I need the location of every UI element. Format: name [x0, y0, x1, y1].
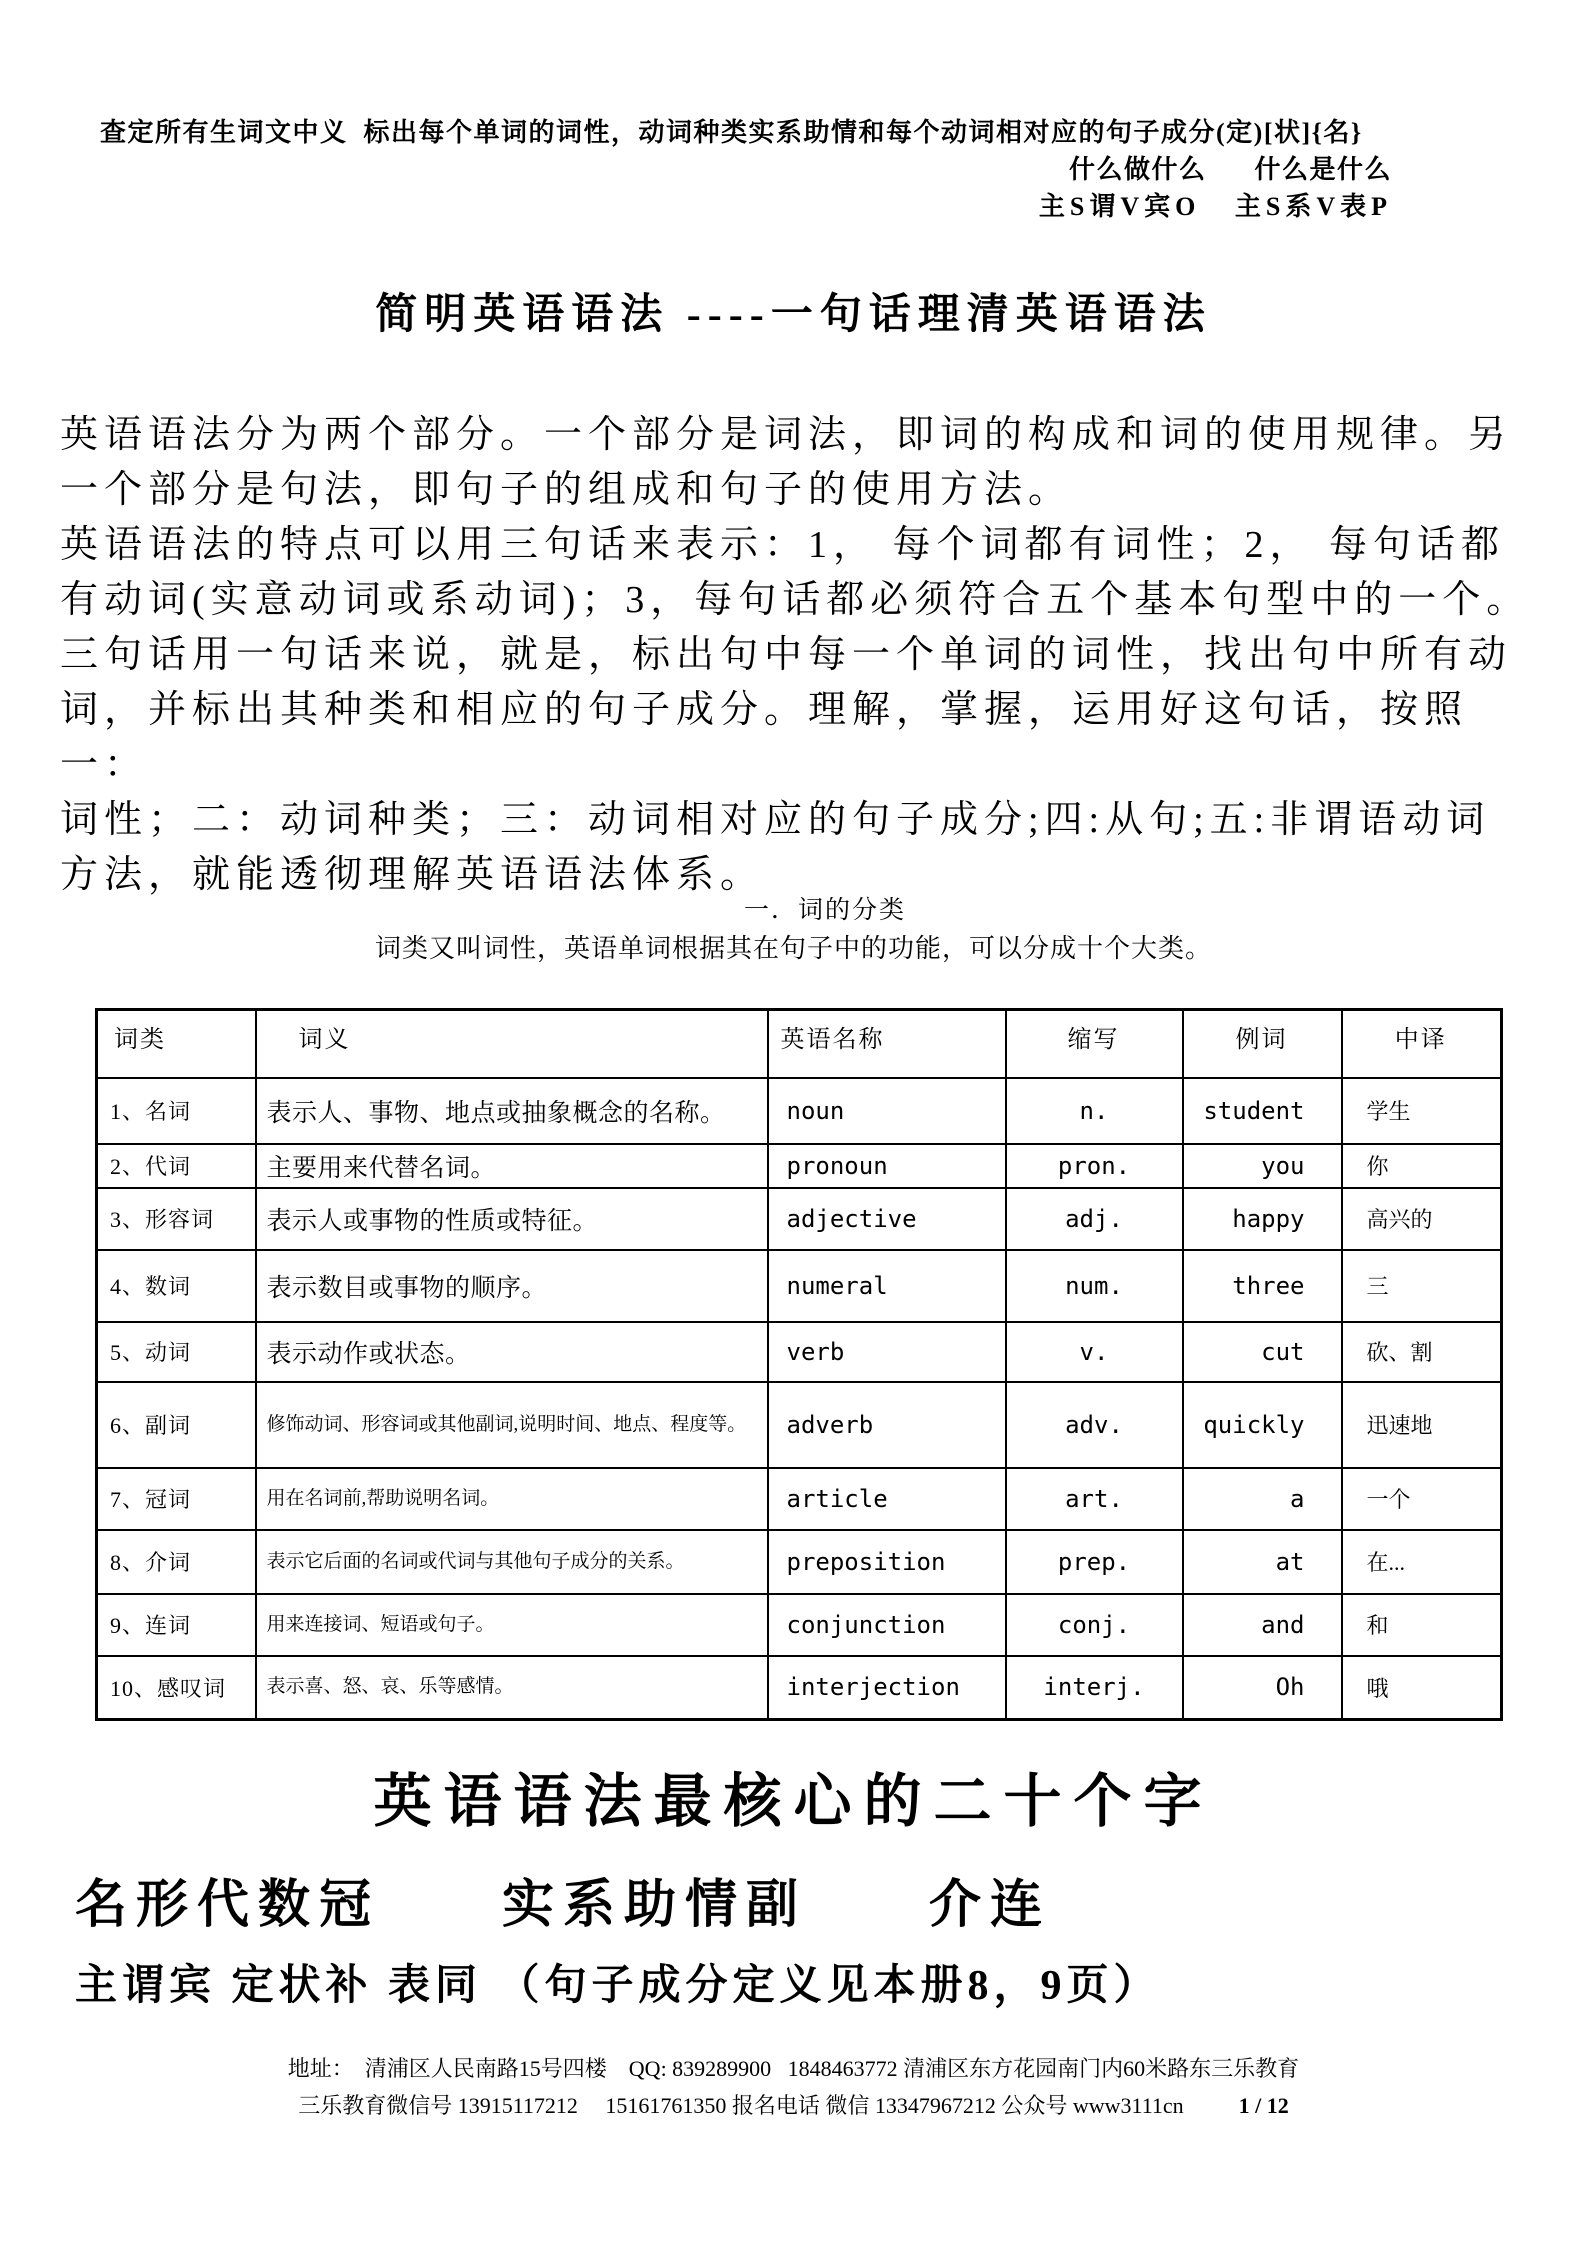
annotation-line-2: 什么做什么 什么是什么 [1068, 155, 1392, 184]
core-twenty-chars-heading: 英语语法最核心的二十个字 [373, 1769, 1214, 1834]
cell-abbreviation: prep. [1006, 1530, 1183, 1594]
cell-example: three [1183, 1250, 1342, 1322]
cell-example: happy [1183, 1188, 1342, 1250]
annotation-line-1: 查定所有生词文中义 标出每个单词的词性，动词种类实系助情和每个动词相对应的句子成分(定)[状]{名} [100, 118, 1363, 147]
header-annotation [100, 114, 1392, 225]
header-english-name: 英语名称 [768, 1010, 1006, 1078]
intro-line: 英语语法的特点可以用三句话来表示：1， 每个词都有词性；2， 每句话都 [60, 524, 1506, 566]
cell-english-name: pronoun [768, 1144, 1006, 1188]
section-heading: 一．词的分类 [743, 897, 906, 924]
intro-line: 三句话用一句话来说，就是，标出句中每一个单词的词性，找出句中所有动 [60, 634, 1513, 676]
cell-word-class: 6、副词 [97, 1382, 256, 1468]
cell-meaning: 表示它后面的名词或代词与其他句子成分的关系。 [256, 1530, 768, 1594]
cell-abbreviation: n. [1006, 1078, 1183, 1144]
cell-translation: 迅速地 [1342, 1382, 1502, 1468]
intro-paragraph [60, 408, 1540, 903]
cell-word-class: 8、介词 [97, 1530, 256, 1594]
core-chars-line: 名形代数冠 实系助情副 介连 [75, 1877, 1052, 1934]
cell-translation: 高兴的 [1342, 1188, 1502, 1250]
cell-translation: 和 [1342, 1594, 1502, 1656]
cell-translation: 三 [1342, 1250, 1502, 1322]
cell-english-name: article [768, 1468, 1006, 1530]
cell-example: Oh [1183, 1656, 1342, 1720]
cell-translation: 你 [1342, 1144, 1502, 1188]
cell-abbreviation: num. [1006, 1250, 1183, 1322]
cell-english-name: adjective [768, 1188, 1006, 1250]
cell-english-name: numeral [768, 1250, 1006, 1322]
table-row [97, 1382, 1502, 1468]
header-meaning: 词义 [256, 1010, 768, 1078]
word-classes-table [95, 1008, 1503, 1721]
cell-word-class: 10、感叹词 [97, 1656, 256, 1720]
cell-english-name: adverb [768, 1382, 1006, 1468]
intro-line: 词，并标出其种类和相应的句子成分。理解，掌握，运用好这句话，按照一： [60, 689, 1469, 786]
intro-line: 一个部分是句法，即句子的组成和句子的使用方法。 [60, 469, 1073, 511]
intro-line: 英语语法分为两个部分。一个部分是词法，即词的构成和词的使用规律。另 [60, 414, 1513, 456]
sentence-elements-line: 主谓宾 定状补 表同 （句子成分定义见本册8，9页） [75, 1963, 1161, 2009]
cell-meaning: 表示动作或状态。 [256, 1322, 768, 1382]
cell-word-class: 9、连词 [97, 1594, 256, 1656]
header-example: 例词 [1183, 1010, 1342, 1078]
cell-english-name: conjunction [768, 1594, 1006, 1656]
cell-abbreviation: adv. [1006, 1382, 1183, 1468]
cell-meaning: 修饰动词、形容词或其他副词,说明时间、地点、程度等。 [256, 1382, 768, 1468]
cell-translation: 哦 [1342, 1656, 1502, 1720]
cell-meaning: 主要用来代替名词。 [256, 1144, 768, 1188]
cell-abbreviation: v. [1006, 1322, 1183, 1382]
cell-english-name: interjection [768, 1656, 1006, 1720]
footer-contact-line [0, 2087, 1587, 2124]
cell-meaning: 用在名词前,帮助说明名词。 [256, 1468, 768, 1530]
header-word-class: 词类 [97, 1010, 256, 1078]
intro-line: 方法，就能透彻理解英语语法体系。 [60, 854, 765, 896]
section-subtitle: 词类又叫词性，英语单词根据其在句子中的功能，可以分成十个大类。 [374, 934, 1212, 963]
table-row [97, 1530, 1502, 1594]
table-row [97, 1078, 1502, 1144]
cell-word-class: 3、形容词 [97, 1188, 256, 1250]
table-body [97, 1078, 1502, 1720]
table-header [97, 1010, 1502, 1078]
cell-example: and [1183, 1594, 1342, 1656]
page-number: 1 / 12 [1238, 2093, 1289, 2118]
table-row [97, 1594, 1502, 1656]
footer-contact-text: 三乐教育微信号 13915117212 15161761350 报名电话 微信 13347967212 公众号 www3111cn [298, 2093, 1184, 2118]
footer-address-line: 地址： 清浦区人民南路15号四楼 QQ: 839289900 1848463772 清浦区东方花园南门内60米路东三乐教育 [287, 2056, 1300, 2081]
cell-word-class: 7、冠词 [97, 1468, 256, 1530]
cell-meaning: 表示人、事物、地点或抽象概念的名称。 [256, 1078, 768, 1144]
cell-example: cut [1183, 1322, 1342, 1382]
table-row [97, 1322, 1502, 1382]
cell-example: student [1183, 1078, 1342, 1144]
cell-example: at [1183, 1530, 1342, 1594]
table-row [97, 1468, 1502, 1530]
cell-word-class: 5、动词 [97, 1322, 256, 1382]
cell-meaning: 表示人或事物的性质或特征。 [256, 1188, 768, 1250]
cell-meaning: 用来连接词、短语或句子。 [256, 1594, 768, 1656]
table-row [97, 1250, 1502, 1322]
header-translation: 中译 [1342, 1010, 1502, 1078]
table-row [97, 1188, 1502, 1250]
cell-word-class: 2、代词 [97, 1144, 256, 1188]
intro-line: 有动词(实意动词或系动词)；3，每句话都必须符合五个基本句型中的一个。 [60, 579, 1531, 621]
cell-english-name: verb [768, 1322, 1006, 1382]
cell-abbreviation: art. [1006, 1468, 1183, 1530]
page-footer [0, 2050, 1587, 2124]
cell-meaning: 表示数目或事物的顺序。 [256, 1250, 768, 1322]
cell-word-class: 4、数词 [97, 1250, 256, 1322]
cell-english-name: noun [768, 1078, 1006, 1144]
cell-abbreviation: adj. [1006, 1188, 1183, 1250]
cell-example: you [1183, 1144, 1342, 1188]
cell-word-class: 1、名词 [97, 1078, 256, 1144]
cell-meaning: 表示喜、怒、哀、乐等感情。 [256, 1656, 768, 1720]
cell-translation: 砍、割 [1342, 1322, 1502, 1382]
word-classes-table-wrapper [95, 1008, 1503, 1721]
table-row [97, 1144, 1502, 1188]
header-abbreviation: 缩写 [1006, 1010, 1183, 1078]
cell-english-name: preposition [768, 1530, 1006, 1594]
page-title: 简明英语语法 ----一句话理清英语语法 [375, 292, 1212, 338]
cell-abbreviation: interj. [1006, 1656, 1183, 1720]
cell-abbreviation: pron. [1006, 1144, 1183, 1188]
cell-translation: 一个 [1342, 1468, 1502, 1530]
annotation-line-3: 主S谓V宾O 主S系V表P [1038, 192, 1392, 221]
table-row [97, 1656, 1502, 1720]
table-header-row [97, 1010, 1502, 1078]
cell-abbreviation: conj. [1006, 1594, 1183, 1656]
cell-example: a [1183, 1468, 1342, 1530]
cell-translation: 学生 [1342, 1078, 1502, 1144]
cell-example: quickly [1183, 1382, 1342, 1468]
intro-line: 词性；二：动词种类；三：动词相对应的句子成分;四:从句;五:非谓语动词 [60, 799, 1491, 841]
cell-translation: 在... [1342, 1530, 1502, 1594]
